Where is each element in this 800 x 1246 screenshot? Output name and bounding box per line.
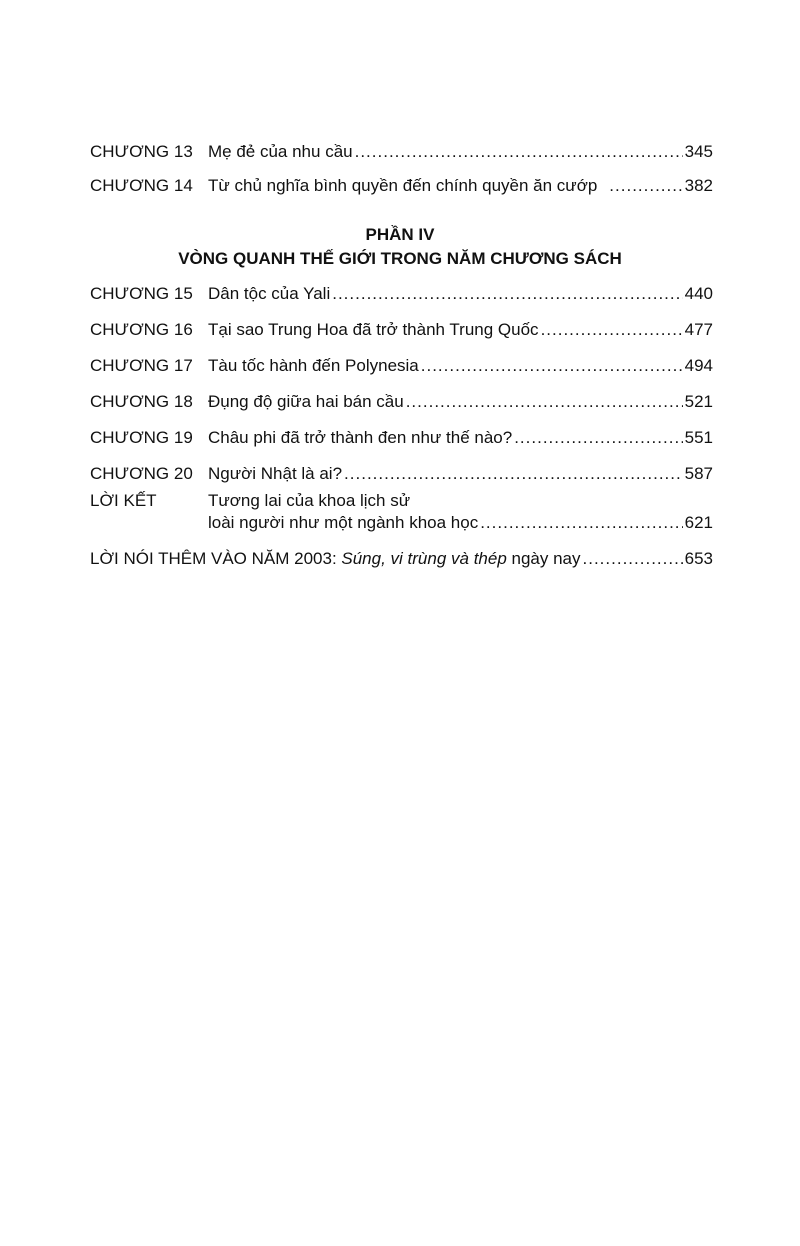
chapter-title: Mẹ đẻ của nhu cầu bbox=[208, 142, 353, 161]
dot-leader bbox=[541, 320, 683, 340]
epilogue-label: LỜI KẾT bbox=[90, 491, 157, 510]
dot-leader bbox=[406, 392, 683, 412]
chapter-label: CHƯƠNG 16 bbox=[90, 320, 193, 339]
chapter-title: Tại sao Trung Hoa đã trở thành Trung Quốc bbox=[208, 320, 539, 339]
page-number: 440 bbox=[684, 284, 713, 303]
toc-entry-epilogue-line1 bbox=[90, 491, 713, 511]
toc-entry-chapter-16 bbox=[90, 320, 713, 340]
page-number: 587 bbox=[684, 464, 713, 483]
dot-leader bbox=[421, 356, 683, 376]
toc-entry-chapter-19 bbox=[90, 428, 713, 448]
afterword-book-title: Súng, vi trùng và thép bbox=[341, 549, 507, 568]
page-number: 382 bbox=[684, 176, 713, 195]
dot-leader bbox=[514, 428, 682, 448]
page-number: 345 bbox=[684, 142, 713, 161]
chapter-title: Đụng độ giữa hai bán cầu bbox=[208, 392, 404, 411]
part-title: VÒNG QUANH THẾ GIỚI TRONG NĂM CHƯƠNG SÁCH bbox=[178, 249, 622, 268]
page-number: 621 bbox=[684, 513, 713, 532]
toc-entry-chapter-14 bbox=[90, 176, 713, 196]
part-number: PHẦN IV bbox=[365, 225, 435, 244]
chapter-label: CHƯƠNG 18 bbox=[90, 392, 193, 411]
chapter-title: Từ chủ nghĩa bình quyền đến chính quyền ăn cướp bbox=[208, 176, 598, 195]
dot-leader bbox=[583, 549, 683, 569]
page-number: 494 bbox=[684, 356, 713, 375]
chapter-label: CHƯƠNG 14 bbox=[90, 176, 193, 195]
chapter-label: CHƯƠNG 15 bbox=[90, 284, 193, 303]
toc-entry-afterword bbox=[90, 549, 713, 569]
chapter-label: CHƯƠNG 19 bbox=[90, 428, 193, 447]
dot-leader bbox=[480, 513, 682, 533]
chapter-label: CHƯƠNG 13 bbox=[90, 142, 193, 161]
page-number: 551 bbox=[684, 428, 713, 447]
chapter-title: Dân tộc của Yali bbox=[208, 284, 331, 303]
page-number: 653 bbox=[684, 549, 713, 568]
epilogue-title-line2: loài người như một ngành khoa học bbox=[208, 513, 479, 532]
afterword-title bbox=[90, 549, 581, 569]
toc-entry-chapter-15 bbox=[90, 284, 713, 304]
toc-entry-chapter-18 bbox=[90, 392, 713, 412]
chapter-label: CHƯƠNG 17 bbox=[90, 356, 193, 375]
page-number: 477 bbox=[684, 320, 713, 339]
toc-entry-chapter-17 bbox=[90, 356, 713, 376]
chapter-label: CHƯƠNG 20 bbox=[90, 464, 193, 483]
afterword-suffix: ngày nay bbox=[506, 549, 581, 568]
toc-entry-epilogue-line2 bbox=[90, 513, 713, 533]
epilogue-title-line1: Tương lai của khoa lịch sử bbox=[208, 491, 411, 510]
dot-leader bbox=[355, 142, 683, 162]
dot-leader bbox=[332, 284, 682, 304]
dot-leader bbox=[609, 176, 682, 196]
page-number: 521 bbox=[684, 392, 713, 411]
toc-entry-chapter-20 bbox=[90, 464, 713, 484]
chapter-title: Tàu tốc hành đến Polynesia bbox=[208, 356, 419, 375]
dot-leader bbox=[344, 464, 683, 484]
chapter-title: Người Nhật là ai? bbox=[208, 464, 343, 483]
afterword-prefix: LỜI NÓI THÊM VÀO NĂM 2003: bbox=[90, 549, 342, 568]
chapter-title: Châu phi đã trở thành đen như thế nào? bbox=[208, 428, 513, 447]
toc-entry-chapter-13 bbox=[90, 142, 713, 162]
